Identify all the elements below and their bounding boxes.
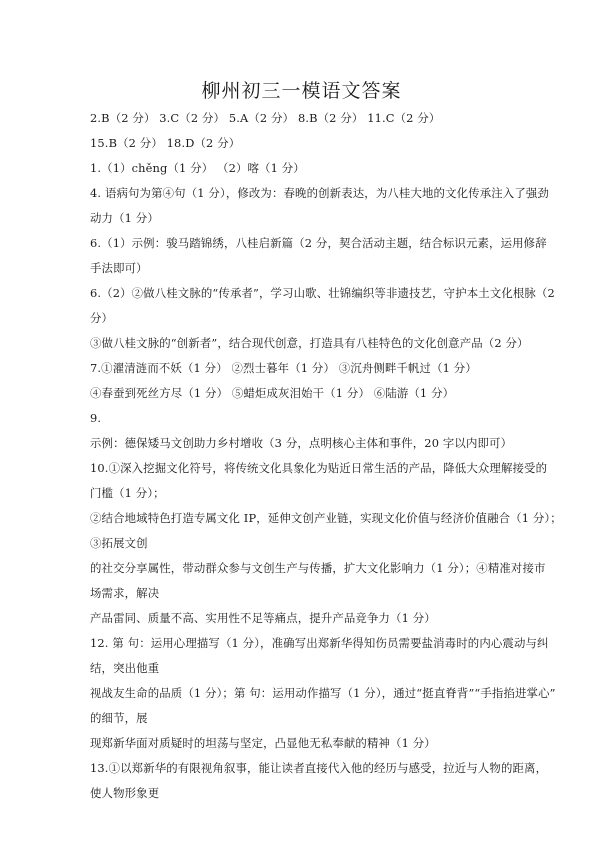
answer-line: ③拓展文创	[90, 536, 148, 550]
answer-line: 10.①深入挖掘文化符号，将传统文化具象化为贴近日常生活的产品，降低大众理解接受的	[90, 461, 548, 475]
answer-line: 4. 语病句为第④句（1 分），修改为：春晚的创新表达，为八桂大地的文化传承注入了强劲	[90, 186, 549, 200]
answer-line: ③做八桂文脉的“创新者”，结合现代创意，打造具有八桂特色的文化创意产品（2 分）	[90, 336, 529, 350]
answer-line: 15.B（2 分） 18.D（2 分）	[90, 136, 241, 150]
answer-line: 的社交分享属性，带动群众参与文创生产与传播，扩大文化影响力（1 分）；④精准对接市	[90, 561, 546, 575]
answer-line: 门槛（1 分）；	[90, 486, 165, 500]
answer-line: 示例：德保矮马文创助力乡村增收（3 分，点明核心主体和事件，20 字以内即可）	[90, 436, 513, 450]
answer-line: 分）	[90, 311, 114, 325]
answer-line: 6.（1）示例：骏马踏锦绣，八桂启新篇（2 分，契合活动主题，结合标识元素，运用修辞	[90, 236, 547, 250]
answer-line: 使人物形象更	[90, 786, 160, 800]
answer-line: 手法即可）	[90, 261, 148, 275]
answer-line: 13.①以郑新华的有限视角叙事，能让读者直接代入他的经历与感受，拉近与人物的距离，	[90, 761, 548, 775]
answer-line: 视战友生命的品质（1 分）；第 句：运用动作描写（1 分），通过“挺直脊背”“手指掐进掌心”	[90, 686, 556, 700]
answer-line: ④春蚕到死丝方尽（1 分） ⑤蜡炬成灰泪始干（1 分） ⑥陆游（1 分）	[90, 386, 455, 400]
answer-line: 现郑新华面对质疑时的坦荡与坚定，凸显他无私奉献的精神（1 分）	[90, 736, 436, 750]
answer-line: ②结合地域特色打造专属文化 IP，延伸文创产业链，实现文化价值与经济价值融合（1 分）；	[90, 511, 562, 525]
answer-line: 9.	[90, 411, 102, 425]
answer-line: 的细节，展	[90, 711, 148, 725]
answer-line: 7.①濯清涟而不妖（1 分） ②烈士暮年（1 分） ③沉舟侧畔千帆过（1 分）	[90, 361, 477, 375]
document-title: 柳州初三一模语文答案	[201, 80, 402, 102]
answer-line: 产品雷同、质量不高、实用性不足等痛点，提升产品竞争力（1 分）	[90, 611, 436, 625]
answer-line: 2.B（2 分） 3.C（2 分） 5.A（2 分） 8.B（2 分） 11.C（2 分）	[90, 111, 441, 125]
answer-line: 结，突出他重	[90, 661, 160, 675]
answer-line: 场需求，解决	[90, 586, 160, 600]
answer-line: 12. 第 句：运用心理描写（1 分），准确写出郑新华得知伤员需要盐消毒时的内心震动与纠	[90, 636, 549, 650]
answer-line: 动力（1 分）	[90, 211, 159, 225]
answer-line: 6.（2）②做八桂文脉的“传承者”，学习山歌、壮锦编织等非遗技艺，守护本土文化根脉（2	[90, 286, 555, 300]
answer-line: 1.（1）chěng（1 分） （2）喀（1 分）	[90, 161, 305, 175]
